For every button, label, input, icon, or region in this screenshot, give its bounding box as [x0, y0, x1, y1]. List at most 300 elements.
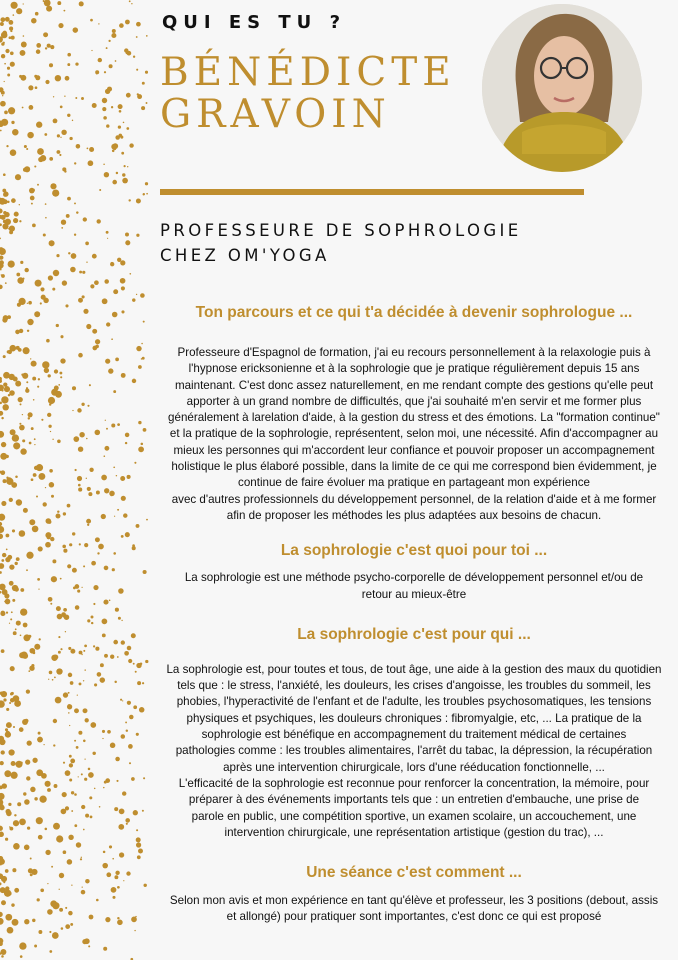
- gold-dot: [11, 692, 14, 695]
- gold-dot: [94, 683, 97, 686]
- gold-dot: [5, 455, 8, 458]
- gold-dot: [20, 448, 26, 454]
- gold-dot: [65, 304, 68, 307]
- gold-dot: [0, 470, 5, 475]
- gold-dot: [68, 712, 70, 714]
- gold-dot: [105, 420, 106, 421]
- gold-dot: [50, 900, 57, 907]
- gold-dot: [8, 228, 10, 230]
- gold-dot: [102, 298, 108, 304]
- gold-dot: [106, 872, 111, 877]
- gold-dot: [29, 442, 32, 445]
- gold-dot: [0, 700, 5, 707]
- gold-dot: [109, 371, 111, 373]
- gold-dot: [12, 868, 16, 872]
- gold-dot: [121, 640, 125, 644]
- gold-dot: [49, 482, 54, 487]
- text-line: apporter à un grand nombre de difficultés, que j'ai souhaité m'en servir et me former plus: [186, 394, 642, 408]
- gold-dot: [32, 758, 37, 763]
- gold-dot: [112, 312, 118, 318]
- gold-dot: [49, 931, 51, 933]
- gold-dot: [104, 446, 109, 451]
- gold-dot: [35, 86, 38, 89]
- gold-dot: [1, 396, 8, 403]
- gold-dot: [0, 591, 1, 594]
- gold-dot: [112, 180, 117, 185]
- gold-dot: [0, 402, 2, 405]
- text-line: mieux les personnes qui m'accordent leur confiance et pouvoir proposer un accompagnement: [173, 443, 655, 457]
- gold-dot: [86, 519, 91, 524]
- gold-dot: [120, 278, 126, 284]
- gold-divider: [160, 189, 584, 195]
- gold-dot: [37, 737, 43, 743]
- gold-dot: [104, 172, 109, 177]
- gold-dot: [75, 97, 77, 99]
- gold-dot: [38, 588, 39, 589]
- gold-dot: [43, 0, 45, 2]
- gold-dot: [60, 106, 63, 109]
- gold-dot: [4, 591, 6, 593]
- gold-dot: [118, 617, 121, 620]
- gold-dot: [8, 891, 12, 895]
- gold-dot: [91, 561, 96, 566]
- gold-dot: [15, 174, 21, 180]
- gold-dot: [145, 71, 148, 74]
- gold-dot: [138, 421, 141, 424]
- gold-dot: [1, 32, 8, 39]
- gold-dot: [67, 564, 71, 568]
- gold-dot: [8, 107, 15, 114]
- gold-dot: [127, 475, 131, 479]
- gold-dot: [61, 220, 66, 225]
- gold-dot: [94, 280, 99, 285]
- gold-dot: [50, 45, 54, 49]
- gold-dot: [44, 0, 51, 6]
- gold-dot: [120, 260, 125, 265]
- gold-dot: [31, 478, 34, 481]
- gold-dot: [23, 35, 25, 37]
- gold-dot: [61, 809, 67, 815]
- gold-dot: [10, 666, 15, 671]
- gold-dot: [132, 379, 136, 383]
- gold-dot: [2, 783, 7, 788]
- text-line: pathologies comme : les troubles alimentaires, l'arrêt du tabac, la dépression, la récupération: [175, 744, 653, 758]
- gold-dot: [11, 2, 18, 9]
- gold-dot: [131, 633, 136, 638]
- gold-dot: [86, 262, 87, 263]
- text-line: intervention chirurgicale, une représentation artistique (gestion du trac), ...: [224, 825, 604, 839]
- gold-dot: [19, 727, 24, 732]
- gold-dot: [120, 699, 122, 701]
- gold-dot: [92, 329, 97, 334]
- gold-dot: [30, 873, 33, 876]
- gold-dot: [18, 397, 23, 402]
- gold-dot: [11, 36, 15, 40]
- gold-dot: [9, 498, 13, 502]
- gold-dot: [34, 797, 37, 800]
- gold-dot: [111, 33, 116, 38]
- gold-dot: [47, 44, 51, 48]
- gold-dot: [9, 702, 11, 704]
- gold-dot: [118, 824, 124, 830]
- gold-dot: [27, 303, 28, 304]
- gold-dot: [132, 298, 135, 301]
- gold-dot: [68, 835, 73, 840]
- gold-dot: [33, 652, 36, 655]
- text-line: après une intervention chirurgicale, lors d'une rééducation fonctionnelle, ...: [223, 760, 605, 774]
- gold-dot: [79, 543, 81, 545]
- gold-dot: [95, 430, 101, 436]
- gold-dot: [93, 603, 95, 605]
- gold-dot: [74, 793, 77, 796]
- gold-dot: [116, 475, 117, 476]
- gold-dot: [28, 670, 30, 672]
- gold-dot: [129, 273, 131, 275]
- gold-dot: [65, 924, 70, 929]
- gold-dot: [84, 758, 85, 759]
- text-line: L'efficacité de la sophrologie est reconnue pour renforcer la concentration, la mémoire, pour: [178, 776, 650, 790]
- gold-dot: [23, 792, 26, 795]
- gold-dot: [67, 63, 70, 66]
- gold-dot: [0, 882, 2, 885]
- gold-dot: [133, 705, 137, 709]
- gold-dot: [0, 571, 2, 574]
- gold-dot: [84, 645, 87, 648]
- gold-dot: [125, 20, 130, 25]
- gold-dot: [97, 552, 99, 554]
- gold-dot: [75, 605, 80, 610]
- gold-dot: [78, 776, 79, 777]
- gold-dot: [0, 208, 3, 213]
- gold-dot: [104, 455, 106, 457]
- gold-dot: [6, 534, 10, 538]
- gold-dot: [22, 439, 25, 442]
- text-line: holistique le plus élaboré possible, dans la limite de ce qui me correspond bien évidemment, je: [171, 460, 657, 474]
- gold-dot: [107, 730, 111, 734]
- gold-dot: [86, 438, 88, 440]
- gold-dot: [0, 17, 5, 22]
- gold-dot: [2, 553, 6, 557]
- gold-dot: [11, 121, 14, 124]
- gold-dot: [58, 636, 60, 638]
- gold-dot: [3, 173, 6, 176]
- gold-dot: [24, 799, 30, 805]
- gold-dot: [63, 692, 68, 697]
- gold-dot: [59, 372, 62, 375]
- gold-dot: [39, 638, 41, 640]
- gold-dot: [6, 722, 12, 728]
- gold-dot: [27, 826, 30, 829]
- gold-dot: [109, 64, 113, 68]
- text-line: et allongé) pour pratiquer sont importantes, c'est donc ce qui est proposé: [226, 910, 602, 924]
- section-title: Une séance c'est comment ...: [306, 864, 522, 882]
- gold-dot: [75, 62, 78, 65]
- section-public: [150, 625, 678, 841]
- gold-dot: [121, 535, 124, 538]
- gold-dot: [140, 293, 145, 298]
- gold-dot: [95, 537, 100, 542]
- gold-dot: [47, 788, 51, 792]
- gold-dot: [80, 858, 82, 860]
- gold-dot: [13, 14, 15, 16]
- gold-dot: [34, 644, 40, 650]
- gold-dot: [81, 587, 82, 588]
- gold-dot: [48, 275, 53, 280]
- gold-dot: [15, 381, 21, 387]
- gold-dot: [40, 155, 46, 161]
- gold-dot: [104, 71, 106, 73]
- gold-dot: [3, 193, 7, 197]
- gold-dot: [136, 837, 141, 842]
- gold-dot: [46, 6, 52, 12]
- gold-dot: [70, 267, 76, 273]
- gold-dot: [33, 399, 35, 401]
- gold-dot: [32, 224, 36, 228]
- gold-dot: [10, 62, 15, 67]
- gold-dot: [138, 365, 142, 369]
- gold-dot: [3, 372, 10, 379]
- gold-dot: [103, 164, 105, 166]
- gold-dot: [47, 535, 51, 539]
- gold-dot: [70, 649, 75, 654]
- gold-dot: [78, 446, 83, 451]
- gold-dot: [126, 729, 128, 731]
- gold-dot: [74, 708, 79, 713]
- gold-dot: [87, 619, 90, 622]
- gold-dot: [84, 938, 90, 944]
- gold-dot: [57, 1, 61, 5]
- gold-dot: [127, 646, 132, 651]
- person-name: [160, 52, 456, 136]
- gold-dot: [83, 680, 84, 681]
- gold-dot: [128, 744, 133, 749]
- name-first: BÉNÉDICTE: [160, 50, 456, 95]
- gold-dot: [0, 130, 2, 132]
- gold-dot: [72, 386, 76, 390]
- gold-dot: [88, 768, 91, 771]
- gold-dot: [77, 695, 78, 696]
- gold-dot: [81, 97, 84, 100]
- gold-dot: [104, 654, 108, 658]
- gold-dot: [138, 447, 144, 453]
- gold-dot: [74, 740, 76, 742]
- gold-dot: [26, 381, 28, 383]
- gold-dot: [126, 871, 130, 875]
- gold-dot: [118, 588, 124, 594]
- gold-dot: [35, 280, 42, 287]
- gold-dot: [77, 590, 80, 593]
- gold-dot: [16, 346, 20, 350]
- gold-dot: [47, 413, 51, 417]
- gold-dot: [77, 476, 82, 481]
- gold-dot: [89, 147, 94, 152]
- gold-dot: [51, 576, 57, 582]
- gold-dot: [127, 701, 131, 705]
- gold-dot: [109, 845, 112, 848]
- gold-dot: [70, 923, 73, 926]
- gold-dot: [43, 502, 47, 506]
- gold-dot: [11, 611, 13, 613]
- gold-dot: [137, 855, 141, 859]
- role-line-1: PROFESSEURE DE SOPHROLOGIE: [160, 221, 522, 240]
- gold-dot: [136, 829, 138, 831]
- gold-dot: [20, 588, 24, 592]
- gold-dot: [72, 120, 73, 121]
- gold-dot: [121, 152, 124, 155]
- gold-dot: [29, 105, 34, 110]
- text-line: continue de faire évoluer ma pratique en partageant mon expérience: [238, 476, 590, 490]
- gold-dot: [146, 519, 148, 521]
- gold-dot: [126, 823, 128, 825]
- gold-dot: [142, 682, 144, 684]
- gold-dot: [85, 718, 89, 722]
- gold-dot: [17, 303, 21, 307]
- gold-dot: [137, 94, 142, 99]
- gold-dot: [63, 10, 65, 12]
- gold-dot: [67, 197, 71, 201]
- gold-dot: [40, 888, 44, 892]
- gold-dot: [101, 514, 106, 519]
- gold-dot: [143, 570, 147, 574]
- gold-dot: [56, 514, 61, 519]
- gold-dot: [63, 549, 67, 553]
- gold-dot: [63, 762, 65, 764]
- gold-dot: [44, 368, 49, 373]
- gold-dot: [24, 845, 30, 851]
- text-line: et la pratique de la sophrologie, représentent, selon moi, une nécessité. Afin d'accompagner au: [169, 427, 659, 441]
- gold-dot: [60, 137, 61, 138]
- gold-dot: [136, 22, 141, 27]
- gold-dot: [5, 282, 7, 284]
- gold-dot: [103, 947, 107, 951]
- gold-dot: [86, 478, 87, 479]
- gold-dot: [24, 145, 27, 148]
- gold-dot: [10, 149, 17, 156]
- gold-dot: [52, 679, 54, 681]
- gold-dot: [111, 887, 117, 893]
- gold-dot: [74, 202, 76, 204]
- gold-dot: [135, 671, 137, 673]
- gold-dot: [21, 373, 23, 375]
- gold-dot: [112, 150, 115, 153]
- gold-dot: [117, 919, 123, 925]
- gold-dot: [56, 835, 63, 842]
- gold-dot: [45, 217, 47, 219]
- gold-dot: [2, 95, 3, 96]
- gold-dot: [76, 746, 79, 749]
- gold-dot: [37, 386, 39, 388]
- gold-dot: [125, 233, 129, 237]
- gold-dot: [133, 810, 138, 815]
- gold-dot: [37, 578, 40, 581]
- gold-dot: [3, 382, 7, 386]
- gold-dot: [0, 514, 5, 521]
- gold-dot: [2, 223, 8, 229]
- gold-dot: [131, 3, 132, 4]
- gold-dot: [95, 339, 100, 344]
- gold-dot: [54, 369, 58, 373]
- text-line: Professeure d'Espagnol de formation, j'ai eu recours personnellement à la relaxologie puis à: [177, 346, 651, 359]
- text-line: généralement à larelation d'aide, à la gestion du stress et des émotions. La "formation continue": [168, 411, 660, 425]
- gold-dot: [84, 543, 88, 547]
- gold-dot: [58, 384, 60, 386]
- gold-dot: [125, 532, 130, 537]
- gold-dot: [55, 697, 62, 704]
- gold-dot: [48, 597, 53, 602]
- gold-dot: [74, 824, 77, 827]
- gold-dot: [106, 322, 110, 326]
- gold-dot: [1, 559, 4, 562]
- gold-dot: [97, 219, 101, 223]
- gold-dot: [0, 285, 3, 290]
- gold-dot: [117, 886, 120, 889]
- gold-dot: [53, 96, 54, 97]
- gold-dot: [8, 350, 12, 354]
- gold-dot: [0, 826, 3, 831]
- gold-dot: [47, 883, 48, 884]
- section-text: [150, 570, 678, 603]
- gold-dot: [76, 211, 78, 213]
- gold-dot: [3, 220, 6, 223]
- gold-dot: [69, 779, 72, 782]
- gold-dot: [134, 462, 136, 464]
- gold-dot: [26, 148, 28, 150]
- gold-dot: [13, 631, 17, 635]
- gold-dot: [113, 466, 115, 468]
- text-line: La sophrologie est, pour toutes et tous, de tout âge, une aide à la gestion des maux du quotidien: [166, 662, 662, 676]
- gold-dot: [36, 43, 41, 48]
- gold-dot: [141, 343, 143, 345]
- gold-dot: [145, 182, 148, 185]
- gold-dot: [15, 761, 22, 768]
- gold-dot: [52, 932, 59, 939]
- gold-dot: [28, 417, 30, 419]
- gold-dot: [5, 557, 10, 562]
- gold-dot: [131, 777, 135, 781]
- gold-dot: [33, 473, 37, 477]
- gold-dot: [111, 144, 117, 150]
- gold-dot: [62, 792, 67, 797]
- gold-dot: [19, 942, 26, 949]
- gold-dot: [87, 487, 91, 491]
- gold-dot: [121, 734, 126, 739]
- gold-dot: [119, 809, 125, 815]
- gold-dot: [136, 234, 139, 237]
- gold-dot: [65, 907, 67, 909]
- gold-dot: [40, 302, 42, 304]
- gold-dot: [72, 568, 77, 573]
- gold-dot: [5, 869, 9, 873]
- gold-dot: [23, 3, 24, 4]
- gold-dot: [119, 827, 121, 829]
- gold-dot: [69, 725, 70, 726]
- gold-dot: [52, 439, 53, 440]
- gold-dot: [15, 476, 18, 479]
- gold-dot: [43, 32, 48, 37]
- portrait-photo: [482, 4, 642, 172]
- gold-dot: [106, 428, 108, 430]
- gold-dot: [142, 810, 144, 812]
- gold-dot: [20, 75, 26, 81]
- gold-dot: [112, 896, 115, 899]
- gold-dot: [14, 814, 16, 816]
- gold-dot: [13, 726, 15, 728]
- text-line: retour au mieux-être: [361, 587, 467, 601]
- gold-dot: [117, 917, 119, 919]
- gold-dot: [93, 585, 98, 590]
- gold-dot: [11, 761, 16, 766]
- gold-dot: [61, 927, 64, 930]
